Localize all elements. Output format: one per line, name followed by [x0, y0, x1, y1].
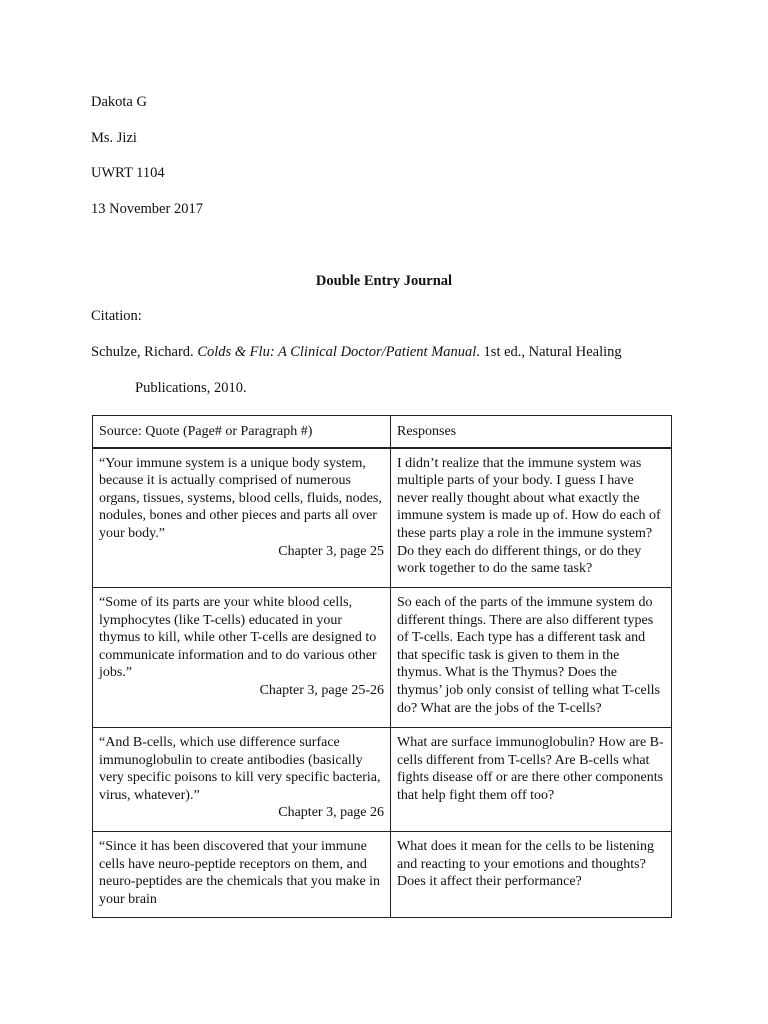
quote-chapter: Chapter 3, page 25	[278, 543, 384, 559]
column-header-source: Source: Quote (Page# or Paragraph #)	[93, 416, 391, 448]
citation-details: . 1st ed., Natural Healing	[476, 344, 622, 360]
quote-chapter: Chapter 3, page 25-26	[259, 683, 384, 699]
table-row	[93, 728, 672, 832]
table-header-row	[93, 416, 672, 448]
citation-author: Schulze, Richard.	[91, 344, 198, 360]
citation-continuation: Publications, 2010.	[135, 380, 247, 396]
citation-book-title: Colds & Flu: A Clinical Doctor/Patient Manual	[197, 344, 477, 360]
quote-text: “Since it has been discovered that your immune cells have neuro-peptide receptors on them, and neuro-peptides are the chemicals that you make in your brain	[99, 839, 381, 907]
table-row	[93, 448, 672, 588]
quote-cell	[93, 448, 391, 588]
quote-cell	[93, 728, 391, 832]
response-cell: What does it mean for the cells to be listening and reacting to your emotions and thoughts? Does it affect their performance?	[391, 832, 672, 918]
citation-label: Citation:	[91, 308, 142, 324]
document-date: 13 November 2017	[91, 201, 203, 217]
response-cell: I didn’t realize that the immune system was multiple parts of your body. I guess I have never really thought about what exactly the immune system is made up of. How do each of these parts play a role in the immune system? Do they each do different things, or do they work together to do the same task?	[391, 448, 672, 588]
quote-chapter: Chapter 3, page 26	[278, 805, 384, 821]
document-title: Double Entry Journal	[315, 273, 453, 289]
citation-entry	[91, 343, 622, 361]
quote-text: “Some of its parts are your white blood cells, lymphocytes (like T-cells) educated in your thymus to kill, while other T-cells are designed to communicate information and to do various other jobs.”	[99, 595, 377, 681]
quote-text: “Your immune system is a unique body system, because it is actually comprised of numerous organs, tissues, systems, blood cells, fluids, nodes, nodules, bones and other pieces and parts all over your body.”	[99, 455, 382, 541]
response-cell: What are surface immunoglobulin? How are B-cells different from T-cells? Are B-cells what fights disease off or are there other components that help fight them off too?	[391, 728, 672, 832]
quote-cell	[93, 832, 391, 918]
course-code: UWRT 1104	[91, 165, 165, 181]
column-header-responses: Responses	[391, 416, 672, 448]
response-cell: So each of the parts of the immune system do different things. There are also different types of T-cells. Each type has a different task and that specific task is given to them in the thymus. What is the Thymus? Does the thymus’ job only consist of telling what T-cells do? What are the jobs of the T-cells?	[391, 588, 672, 728]
quote-cell	[93, 588, 391, 728]
table-row	[93, 588, 672, 728]
student-name: Dakota G	[91, 94, 147, 110]
double-entry-table	[92, 415, 672, 918]
table-row	[93, 832, 672, 918]
instructor-name: Ms. Jizi	[91, 130, 137, 146]
quote-text: “And B-cells, which use difference surface immunoglobulin to create antibodies (basically very specific poisons to kill very specific bacteria, virus, whatever).”	[99, 735, 381, 803]
